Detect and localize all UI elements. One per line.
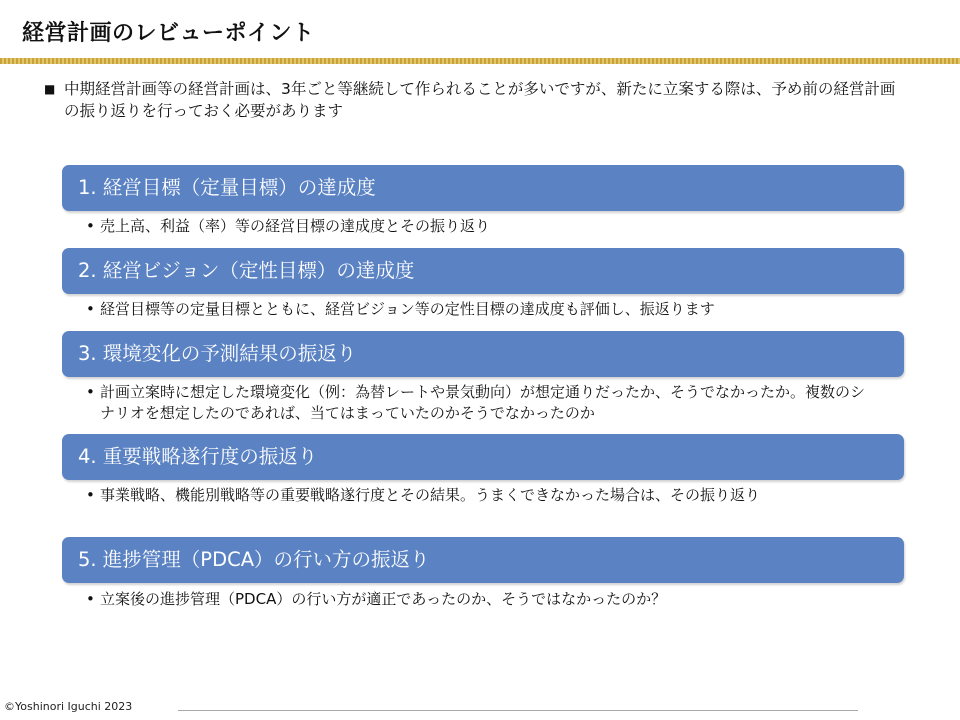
section-body-2 — [86, 299, 876, 320]
bullet-icon: • — [86, 300, 95, 318]
section-body-4 — [86, 485, 876, 506]
section-heading-3: 3. 環境変化の予測結果の振返り — [62, 331, 904, 377]
section-body-5 — [86, 589, 876, 610]
intro-paragraph — [44, 78, 904, 122]
section-heading-4: 4. 重要戦略遂行度の振返り — [62, 434, 904, 480]
section-heading-5: 5. 進捗管理（PDCA）の行い方の振返り — [62, 537, 904, 583]
bullet-icon: • — [86, 217, 95, 235]
section-body-text-2: 経営目標等の定量目標とともに、経営ビジョン等の定性目標の達成度も評価し、振返ります — [100, 300, 715, 318]
section-body-text-4: 事業戦略、機能別戦略等の重要戦略遂行度とその結果。うまくできなかった場合は、その振り返り — [100, 486, 761, 504]
intro-text: 中期経営計画等の経営計画は、3年ごと等継続して作られることが多いですが、新たに立案する際は、予め前の経営計画の振り返りを行っておく必要があります — [64, 80, 896, 120]
bullet-icon: • — [86, 590, 95, 608]
title-underline — [0, 58, 960, 64]
footer-divider — [178, 710, 858, 711]
bullet-icon: • — [86, 486, 95, 504]
copyright-notice: ©Yoshinori Iguchi 2023 — [4, 700, 133, 713]
section-heading-1: 1. 経営目標（定量目標）の達成度 — [62, 165, 904, 211]
page-title: 経営計画のレビューポイント — [22, 21, 315, 46]
section-body-text-5: 立案後の進捗管理（PDCA）の行い方が適正であったのか、そうではなかったのか？ — [100, 590, 667, 608]
section-body-3 — [86, 382, 876, 424]
section-heading-2: 2. 経営ビジョン（定性目標）の達成度 — [62, 248, 904, 294]
section-body-text-1: 売上高、利益（率）等の経営目標の達成度とその振り返り — [100, 217, 491, 235]
bullet-icon: • — [86, 383, 95, 401]
section-body-text-3: 計画立案時に想定した環境変化（例：為替レートや景気動向）が想定通りだったか、そうでなかったか。複数のシナリオを想定したのであれば、当てはまっていたのかそうでなかったのか — [100, 383, 866, 422]
section-body-1 — [86, 216, 876, 237]
square-bullet-icon: ■ — [44, 82, 56, 96]
